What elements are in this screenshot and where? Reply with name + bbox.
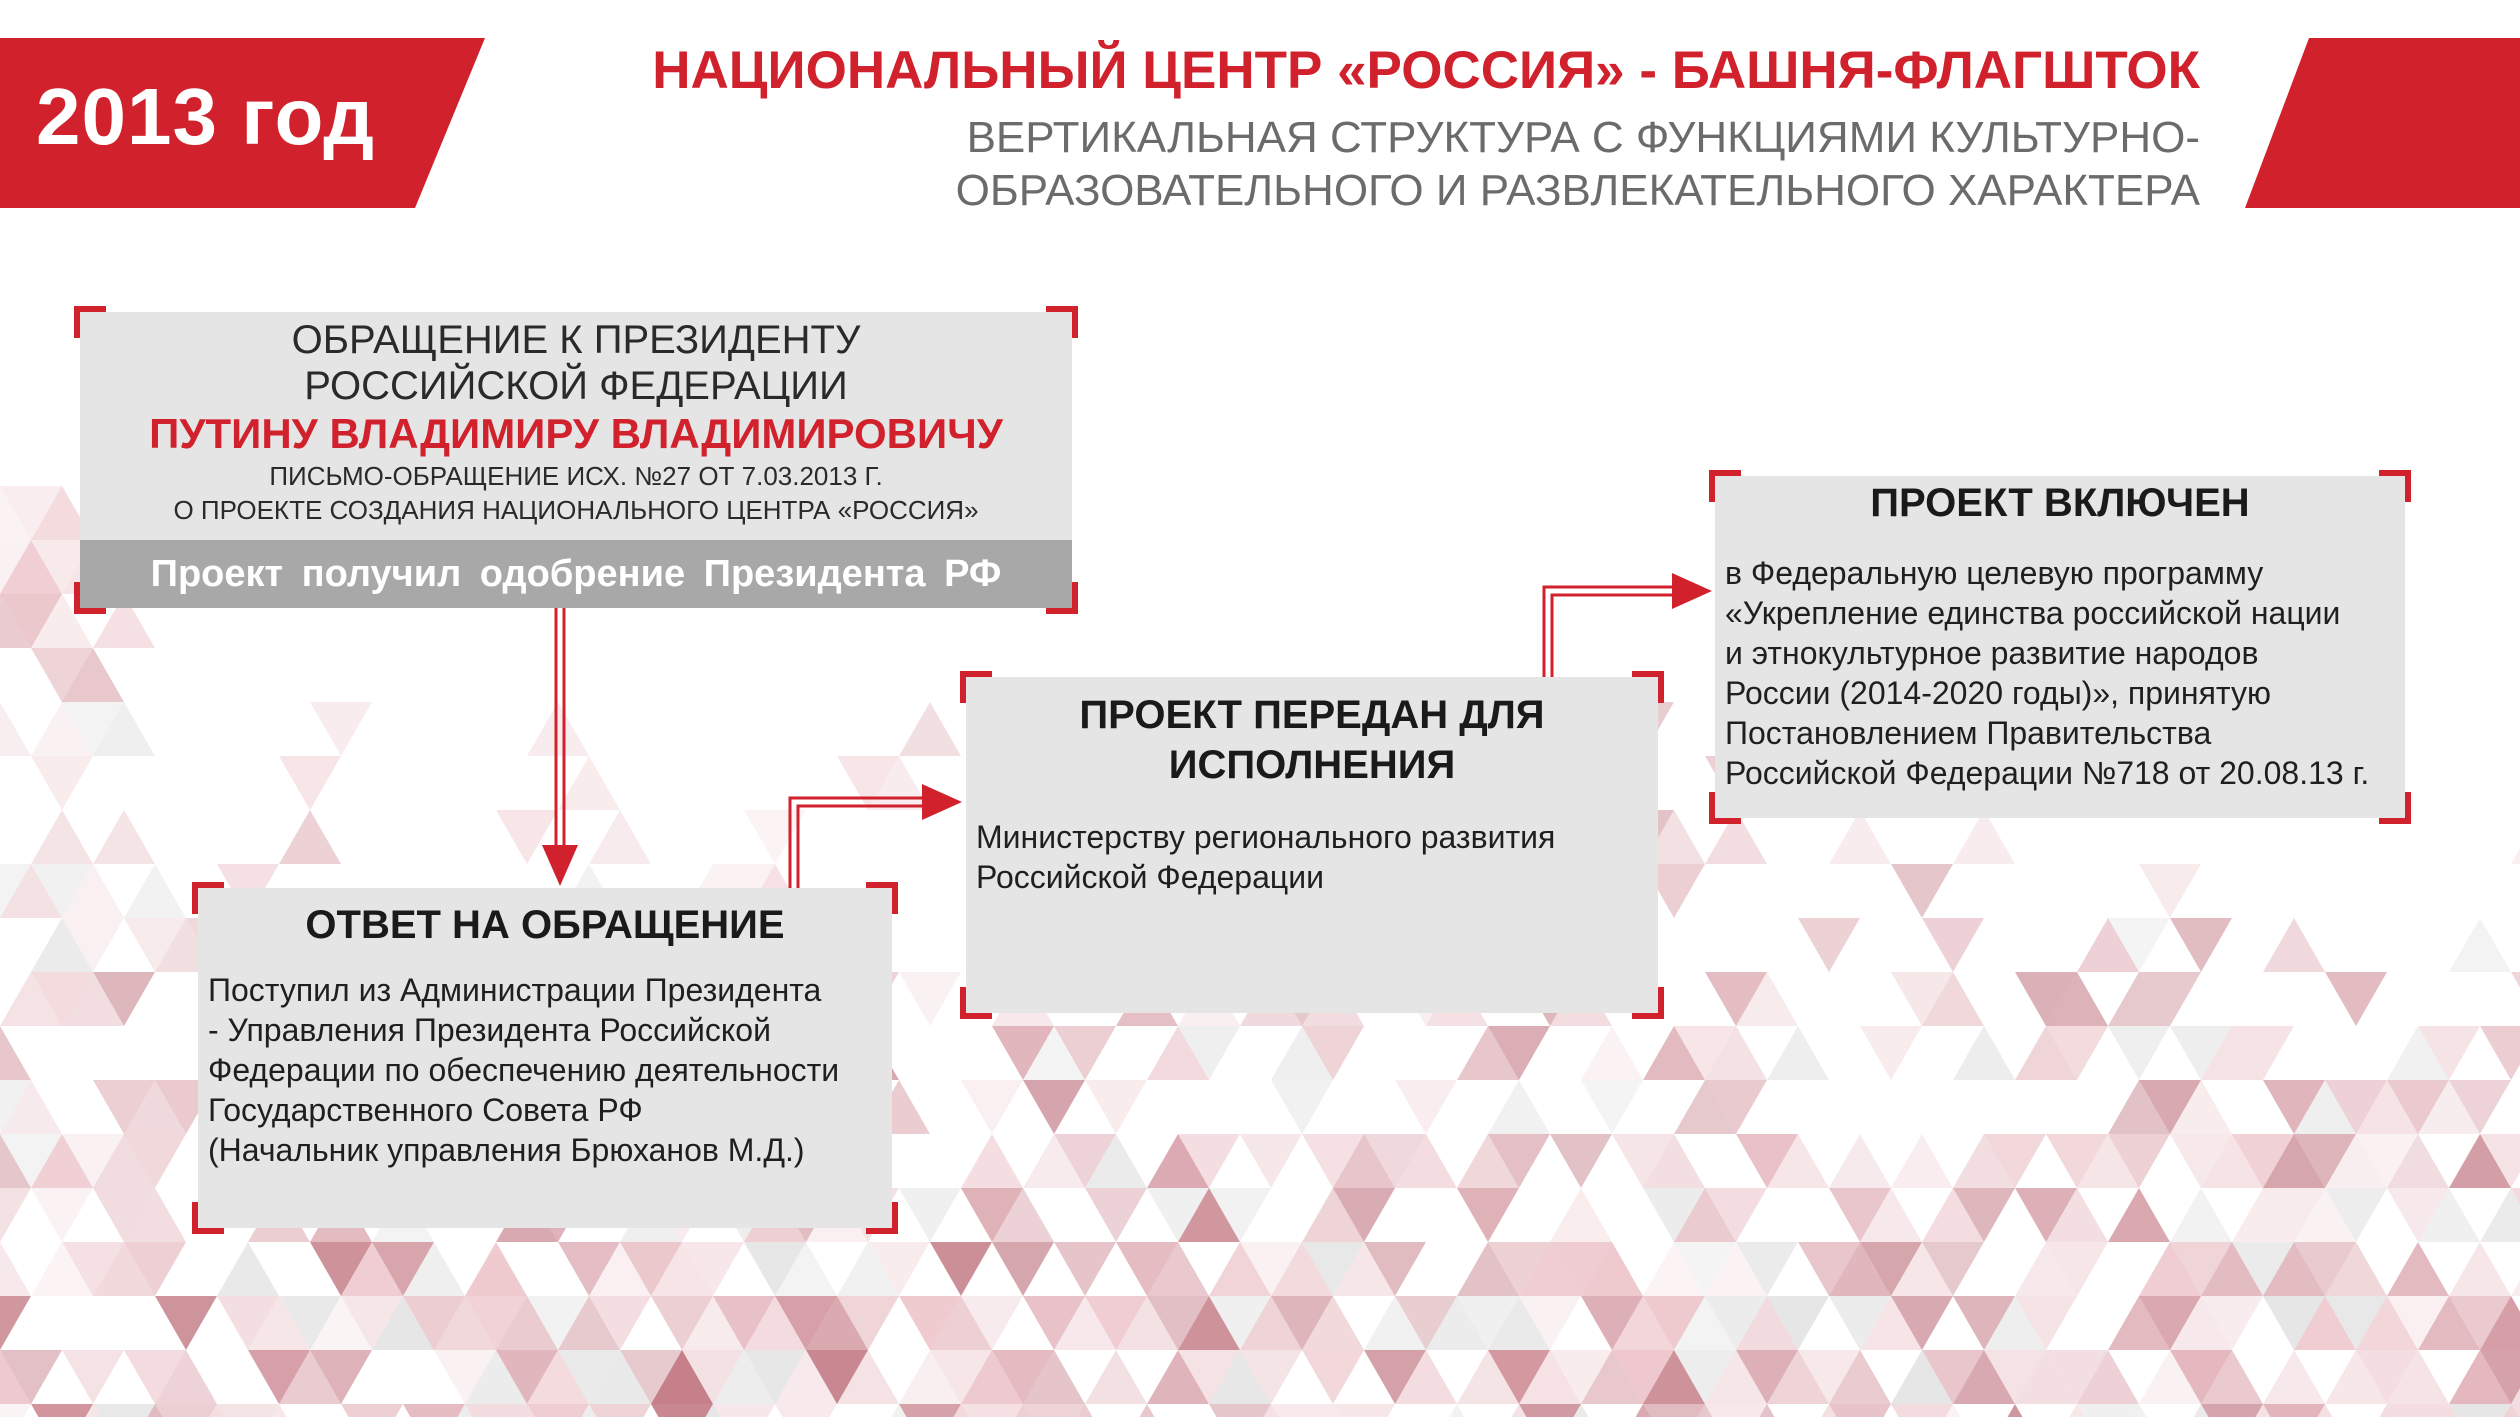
corner-bracket [2379, 792, 2411, 824]
response-title: ОТВЕТ НА ОБРАЩЕНИЕ [305, 903, 785, 947]
page-title: НАЦИОНАЛЬНЫЙ ЦЕНТР «РОССИЯ» - БАШНЯ-ФЛАГШТОК [652, 41, 2200, 100]
year-label: 2013 год [36, 72, 376, 161]
arrow-execution-to-included [1544, 573, 1712, 677]
corner-bracket [1709, 792, 1741, 824]
execution-box [966, 677, 1658, 1013]
page-subtitle-line-2: ОБРАЗОВАТЕЛЬНОГО И РАЗВЛЕКАТЕЛЬНОГО ХАРАКТЕРА [955, 166, 2200, 215]
corner-bracket [192, 1202, 224, 1234]
response-text-line: - Управления Президента Российской [208, 1012, 771, 1048]
appeal-heading-line-1: ОБРАЩЕНИЕ К ПРЕЗИДЕНТУ [291, 318, 861, 362]
response-text-line: Федерации по обеспечению деятельности [208, 1052, 840, 1088]
appeal-letter-reference: ПИСЬМО-ОБРАЩЕНИЕ ИСХ. №27 ОТ 7.03.2013 Г. [269, 461, 883, 491]
corner-bracket [960, 987, 992, 1019]
arrow-appeal-to-response [542, 608, 578, 886]
response-text-line: Государственного Совета РФ [208, 1092, 643, 1128]
appeal-addressee: ПУТИНУ ВЛАДИМИРУ ВЛАДИМИРОВИЧУ [149, 410, 1003, 457]
execution-text-line: Министерству регионального развития [976, 819, 1556, 855]
page-subtitle-line-1: ВЕРТИКАЛЬНАЯ СТРУКТУРА С ФУНКЦИЯМИ КУЛЬТУРНО- [966, 113, 2200, 162]
execution-title-line-2: ИСПОЛНЕНИЯ [1168, 743, 1456, 787]
included-text-line: и этнокультурное развитие народов [1725, 635, 2259, 671]
corner-bracket [1632, 987, 1664, 1019]
response-text-line: (Начальник управления Брюханов М.Д.) [208, 1132, 805, 1168]
approval-bar: Проект получил одобрение Президента РФ [80, 540, 1072, 608]
appeal-letter-subject: О ПРОЕКТЕ СОЗДАНИЯ НАЦИОНАЛЬНОГО ЦЕНТРА «РОССИЯ» [173, 495, 979, 525]
corner-bracket [866, 1202, 898, 1234]
included-text-line: России (2014-2020 годы)», принятую [1725, 675, 2271, 711]
appeal-heading-line-2: РОССИЙСКОЙ ФЕДЕРАЦИИ [304, 364, 848, 408]
included-text-line: Постановлением Правительства [1725, 715, 2212, 751]
included-text-line: в Федеральную целевую программу [1725, 555, 2264, 591]
response-box [198, 888, 892, 1228]
included-box [1715, 476, 2405, 818]
included-text-line: Российской Федерации №718 от 20.08.13 г. [1725, 755, 2370, 791]
appeal-box [80, 312, 1072, 608]
execution-text-line: Российской Федерации [976, 859, 1324, 895]
included-text-line: «Укрепление единства российской нации [1725, 595, 2341, 631]
arrow-response-to-execution [790, 784, 962, 888]
response-text-line: Поступил из Администрации Президента [208, 972, 822, 1008]
included-title: ПРОЕКТ ВКЛЮЧЕН [1870, 481, 2250, 525]
execution-title-line-1: ПРОЕКТ ПЕРЕДАН ДЛЯ [1079, 693, 1545, 737]
